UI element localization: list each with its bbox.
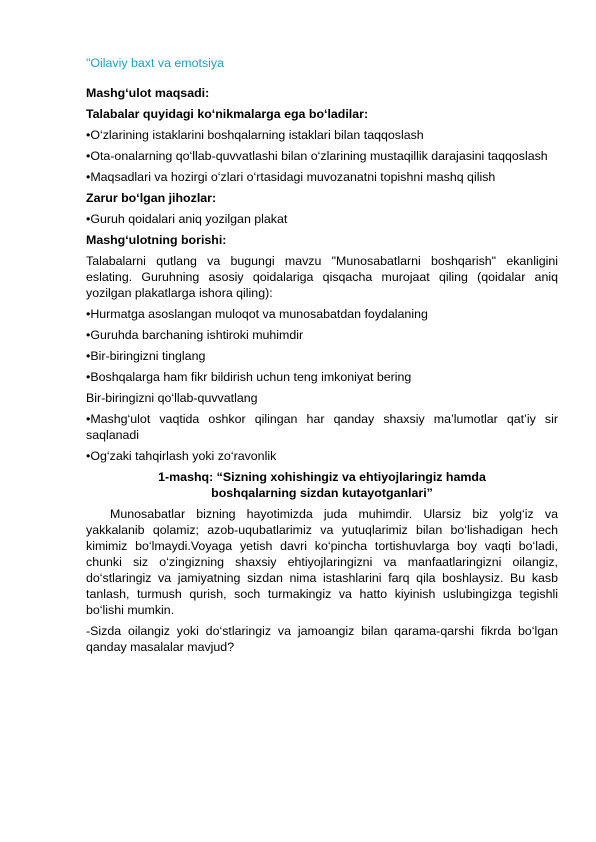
exercise-body: Munosabatlar bizning hayotimizda juda muhimdir. Ularsiz biz yolg‘iz va yakkalanib qolamiz; azob-uqubatlarimiz va yutuqlarimiz bilan bo‘lishadigan hech kimimiz bo‘lmaydi.Voyaga yetish davri ko‘pincha tortishuvlarga boy vaqti bo‘ladi, chunki siz o‘zingizning shaxsiy ehtiyojlaringizni va manfaatlaringizni oilangiz, do‘stlaringiz va jamiyatning sizdan nima istashlarini farq qila boshlaysiz. Bu kasb tanlash, turmush qurish, soch turmakingiz va hatto kiyinish uslubingizga tegishli bo‘lishi mumkin. <box>86 507 558 617</box>
heading-materials: Zarur bo‘lgan jihozlar: <box>86 191 217 205</box>
exercise-title-line2: boshqalarning sizdan kutayotganlari” <box>211 486 433 500</box>
process-intro: Talabalarni qutlang va bugungi mavzu "Munosabatlarni boshqarish" ekanligini eslating. Guruhning asosiy qoidalariga qisqacha murojaat qiling (qoidalar aniq yozilgan plakatlarga ishora qiling): <box>86 254 558 300</box>
page-content <box>86 55 558 660</box>
heading-goal: Mashg‘ulot maqsadi: <box>86 86 210 100</box>
heading-skills: Talabalar quyidagi ko‘nikmalarga ega bo‘ladilar: <box>86 107 369 121</box>
material-item: •Guruh qoidalari aniq yozilgan plakat <box>86 212 288 226</box>
goal-item: •Maqsadlari va hozirgi o‘zlari o‘rtasidagi muvozanatni topishni mashq qilish <box>86 170 496 184</box>
rule-item: •Hurmatga asoslangan muloqot va munosabatdan foydalaning <box>86 307 428 321</box>
rule-item: •Guruhda barchaning ishtiroki muhimdir <box>86 328 304 342</box>
header-link[interactable]: "Oilaviy baxt va emotsiya <box>86 56 224 70</box>
rule-item: •Og‘zaki tahqirlash yoki zo‘ravonlik <box>86 449 277 463</box>
heading-process: Mashg‘ulotning borishi: <box>86 233 227 247</box>
rule-item: •Boshqalarga ham fikr bildirish uchun teng imkoniyat bering <box>86 370 412 384</box>
rule-item: Bir-biringizni qo‘llab-quvvatlang <box>86 391 258 405</box>
exercise-title-line1: 1-mashq: “Sizning xohishingiz va ehtiyojlaringiz hamda <box>158 470 486 484</box>
goal-item: •O‘zlarining istaklarini boshqalarning istaklari bilan taqqoslash <box>86 128 424 142</box>
rule-item: •Mashg‘ulot vaqtida oshkor qilingan har qanday shaxsiy ma’lumotlar qat’iy sir saqlanadi <box>86 412 558 442</box>
rule-item: •Bir-biringizni tinglang <box>86 349 206 363</box>
exercise-question: -Sizda oilangiz yoki do‘stlaringiz va jamoangiz bilan qarama-qarshi fikrda bo‘lgan qanday masalalar mavjud? <box>86 624 558 654</box>
goal-item: •Ota-onalarning qo‘llab-quvvatlashi bilan o‘zlarining mustaqillik darajasini taqqoslash <box>86 149 548 163</box>
